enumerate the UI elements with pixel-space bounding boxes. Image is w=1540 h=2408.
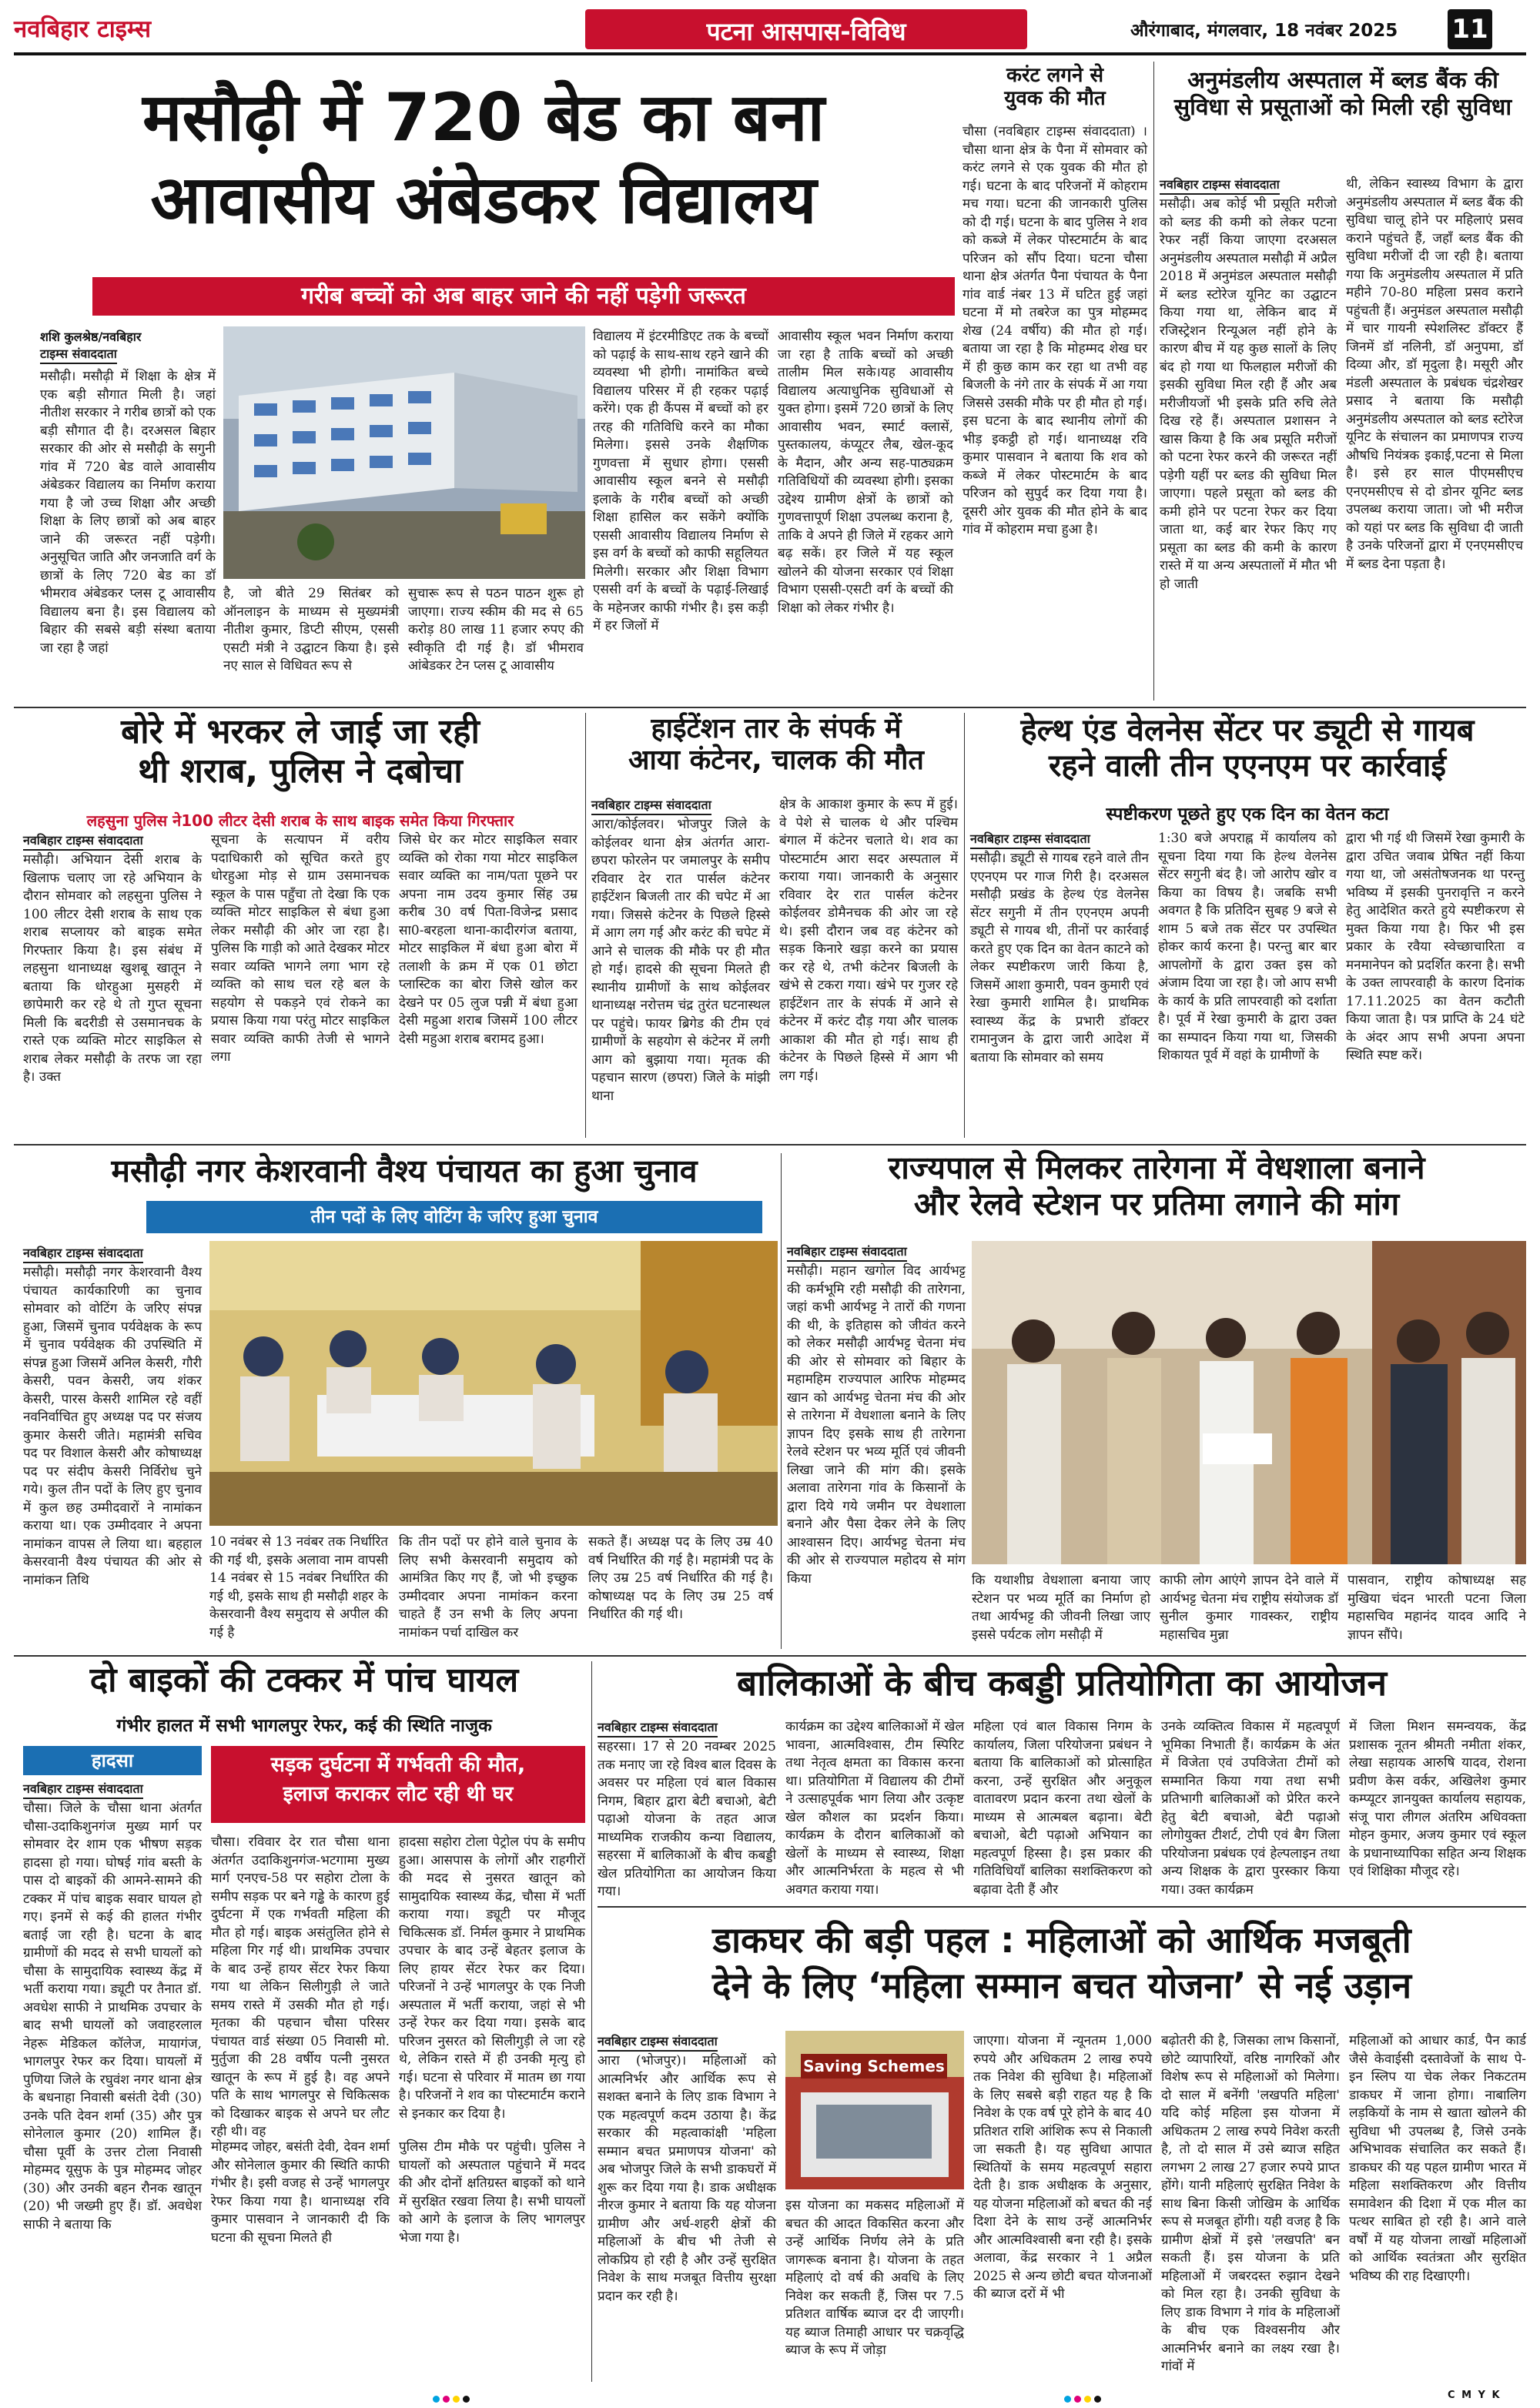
kabaddi-col4: उनके व्यक्तित्व विकास में महत्वपूर्ण भूमिका निभाती हैं। कार्यक्रम के अंत में विजेता एवं उपविजेता टीमों को सम्मानित किया गया तथा सभी प्रतिभागी बालिकाओं को प्रेरित करने हेतु बेटी बचाओ, बेटी पढ़ाओ लोगोयुक्त टीशर्ट, टोपी एवं बैग जिला परियोजना प्रबंधक एवं हेल्पलाइन तथा अन्य शिक्षक के द्वारा पुरस्कार किया गया। उक्त कार्यक्रम <box>1161 1719 1340 1898</box>
anm-subhead: स्पष्टीकरण पूछते हुए एक दिन का वेतन कटा <box>1106 804 1389 824</box>
election-photo-meeting <box>209 1241 778 1526</box>
current-death-headline-line2: युवक की मौत <box>1004 86 1106 110</box>
bike-accident-subhead: गंभीर हालत में सभी भागलपुर रेफर, कई की स्थिति नाजुक <box>116 1716 492 1736</box>
governor-headline <box>787 1150 1526 1222</box>
pregnant-death-headline-line1: सड़क दुर्घटना में गर्भवती की मौत, <box>270 1753 526 1777</box>
liquor-col2: सूचना के सत्यापन में वरीय पदाधिकारी को सूचित करते हुए धोरहुआ मोड़ से ग्राम उसमानचक स्कूल के पास पहुँचा तो देखा कि एक व्यक्ति मोटर साइकिल से बंधा हुआ लेकर मसौढ़ी की ओर जा रहा है। पुलिस कि गाड़ी को आते देखकर मोटर सवार व्यक्ति भागने लगा भाग रहे व्यक्ति को साथ चल रहे बल के सहयोग से पकड़ने एवं रोकने का प्रयास किया गया परंतु मोटर साइकिल सवार व्यक्ति काफी तेजी से भागने लगा <box>211 832 390 1065</box>
pregnant-death-col1: चौसा। रविवार देर रात चौसा थाना अंतर्गत उदाकिशुनगंज-भटगामा मुख्य मार्ग एनएच-58 पर सहोरा टोला के समीप सड़क पर बने गड्ढे के कारण हुई दुर्घटना में एक गर्भवती महिला की मौत हो गई। बाइक असंतुलित होने से महिला गिर गई थी। प्राथमिक उपचार के बाद उन्हें हायर सेंटर रेफर किया गया था लेकिन सिलीगुड़ी ले जाते समय रास्ते में उसकी मौत हो गई। मृतका की पहचान चौसा परिसर पंचायत वार्ड संख्या 05 निवासी मो. मुर्तुजा की 28 वर्षीय पत्नी नुसरत खातून के रूप में हुई है। वह अपने पति के साथ भागलपुर से चिकित्सक को दिखाकर बाइक से अपने घर लौट रही थी। वह <box>211 1834 390 2139</box>
post-office-photo <box>785 2031 964 2189</box>
lead-headline <box>14 80 953 239</box>
bike-accident-col1: चौसा। जिले के चौसा थाना अंतर्गत चौसा-उदाकिशुनगंज मुख्य मार्ग पर सोमवार देर शाम एक भीषण सड़क हादसा हो गया। घोषई गांव बस्ती के पास दो बाइकों की आमने-सामने की टक्कर में पांच बाइक सवार घायल हो गए। इनमें से कई की हालत गंभीर बताई जा रही है। घटना के बाद ग्रामीणों की मदद से सभी घायलों को चौसा के सामुदायिक स्वास्थ्य केंद्र में भर्ती कराया गया। ड्यूटी पर तैनात डॉ. अवधेश साफी ने प्राथमिक उपचार के बाद सभी घायलों को जवाहरलाल नेहरू मेडिकल कॉलेज, मायागंज, भागलपुर रेफर कर दिया। घायलों में पुणिया जिले के रघुवंश नगर थाना क्षेत्र के बधनाहा निवासी बसंती देवी (30) उनके पति देवन शर्मा (35) और पुत्र सोनेलाल कुमार (20) शामिल हैं। चौसा पूर्वी के उत्तर टोला निवासी मोहम्मद यूसुफ के पुत्र मोहम्मद जोहर (30) और उनकी बहन रौनक खातून (20) भी जख्मी हुए हैं। डॉ. अवधेश साफी ने बताया कि <box>23 1801 202 2232</box>
section-title: पटना आसपास-विविध <box>706 17 906 46</box>
liquor-headline <box>23 713 578 791</box>
bike-accident-col3: पुलिस टीम मौके पर पहुंची। पुलिस ने घायलों को अस्पताल पहुंचाने में मदद की और दोनों क्षतिग्रस्त बाइकों को थाने में सुरक्षित रखवा लिया है। सभी घायलों को आगे के इलाज के लिए भागलपुर भेजा गया है। <box>399 2139 585 2246</box>
bike-accident-byline: नवबिहार टाइम्स संवाददाता <box>23 1780 143 1799</box>
blood-bank-headline-line1: अनुमंडलीय अस्पताल में ब्लड बैंक की <box>1187 67 1498 94</box>
lead-col3: सुचारू रूप से पठन पाठन शुरू हो जाएगा। राज्य स्कीम की मद से 65 करोड़ 80 लाख 11 हजार रुपए की स्वीकृति दी गई है। डॉ भीमराव आंबेडकर टेन प्लस टू आवासीय <box>408 586 584 674</box>
anm-byline: नवबिहार टाइम्स संवाददाता <box>970 830 1090 849</box>
post-office-headline-line2: देने के लिए ‘महिला सम्मान बचत योजना’ से नई उड़ान <box>712 1964 1411 2006</box>
post-office-headline <box>598 1920 1526 2006</box>
lead-col5: आवासीय स्कूल भवन निर्माण कराया जा रहा है ताकि बच्चों को अच्छी तालीम मिल सके।यह आवासीय विद्यालय अत्याधुनिक सुविधाओं से युक्त होगा। इसमें 720 छात्रों के लिए आवासीय भवन, स्मार्ट क्लासें, पुस्तकालय, कंप्यूटर लैब, खेल-कूद के मैदान, और अन्य सह-पाठ्यक्रम गतिविधियों की व्यवस्था होगी। इसका उद्देश्य ग्रामीण क्षेत्रों के छात्रों को गुणवत्तापूर्ण शिक्षा उपलब्ध कराना है, ताकि वे अपने ही जिले में रहकर आगे बढ़ सकें। हर जिले में यह स्कूल खोलने की योजना सरकार एवं शिक्षा विभाग एससी-एसटी वर्ग के बच्चों की शिक्षा को लेकर गंभीर है। <box>778 329 953 616</box>
governor-photo-delegation <box>972 1241 1526 1564</box>
accident-label: हादसा <box>23 1746 202 1775</box>
pregnant-death-headline-box <box>211 1746 585 1823</box>
liquor-subhead: लहसुना पुलिस ने100 लीटर देसी शराब के साथ बाइक समेत किया गिरफ्तार <box>86 811 514 830</box>
container-headline <box>591 713 961 777</box>
current-death-headline-line1: करंट लगने से <box>1006 64 1104 87</box>
anm-col1: मसौढ़ी। ड्यूटी से गायब रहने वाले तीन एएनएम पर गाज गिरी है। दरअसल मसौढ़ी प्रखंड के हेल्थ एंड वेलनेस सेंटर सगुनी में तीन एएनएम अपनी ड्यूटी से गायब थी, तीनों पर कार्रवाई करते हुए एक दिन का वेतन काटने को लेकर स्पष्टीकरण जारी किया है, जिसमें आशा कुमारी, पवन कुमारी एवं रेखा कुमारी शामिल है। प्राथमिक स्वास्थ्य केंद्र के प्रभारी डॉक्टर रामानुजन के द्वारा जारी आदेश में बताया कि सोमवार को समय <box>970 851 1149 1065</box>
container-col1: आरा/कोईलवर। भोजपुर जिले के कोईलवर थाना क्षेत्र अंतर्गत आरा-छपरा फोरलेन पर जमालपुर के समीप रविवार देर रात पार्सल कंटेनर हाईटेंशन बिजली तार की चपेट में आ गया। जिससे कंटेनर के पिछले हिस्से में आग लग गई और करंट की चपेट में आने से चालक की मौके पर ही मौत हो गई। हादसे की सूचना मिलते ही स्थानीय ग्रामीणों के साथ कोईलवर थानाध्यक्ष नरोत्तम चंद्र तुरंत घटनास्थल पर पहुंचे। फायर ब्रिगेड की टीम एवं ग्रामीणों के सहयोग से कंटेनर में लगी आग को बुझाया गया। मृतक की पहचान सारण (छपरा) जिले के मांझी थाना <box>591 817 770 1104</box>
election-col2: 10 नवंबर से 13 नवंबर तक निर्धारित की गई थी, इसके अलावा नाम वापसी 14 नवंबर से 15 नवंबर निर्धारित की गई थी, इसके साथ ही मसौढ़ी शहर के केसरवानी वैश्य समुदाय से अपील की गई है <box>209 1534 388 1640</box>
election-col1: मसौढ़ी। मसौढ़ी नगर केशरवानी वैश्य पंचायत कार्यकारिणी का चुनाव सोमवार को वोटिंग के जरिए संपन्न हुआ, जिसमें चुनाव पर्यवेक्षक के रूप में चुनाव पर्यवेक्षक की उपस्थिति में संपन्न हुआ जिसमें अनिल केसरी, गौरी केसरी, पवन केसरी, जय शंकर केसरी, पारस केसरी शामिल रहे वहीं नवनिर्वाचित हुए अध्यक्ष पद पर संजय कुमार केसरी जीते। महामंत्री सचिव पद पर विशाल केसरी और कोषाध्यक्ष पद पर संदीप केसरी निर्विरोध चुने गये। कुल तीन पदों के लिए हुए चुनाव में कुल छह उम्मीदवारों ने नामांकन कराया था। एक उम्मीदवार ने अपना नामांकन वापस ले लिया था। बहहाल केसरवानी वैश्य पंचायत की ओर से नामांकन तिथि <box>23 1265 202 1588</box>
lead-subhead: गरीब बच्चों को अब बाहर जाने की नहीं पड़ेगी जरूरत <box>92 277 955 316</box>
election-subhead: तीन पदों के लिए वोटिंग के जरिए हुआ चुनाव <box>146 1201 762 1233</box>
page-number: 11 <box>1448 9 1492 49</box>
container-headline-line1: हाईटेंशन तार के संपर्क में <box>651 713 902 744</box>
governor-headline-line1: राज्यपाल से मिलकर तारेगना में वेधशाला बनाने <box>888 1149 1425 1186</box>
election-col4: सकते हैं। अध्यक्ष पद के लिए उम्र 40 वर्ष निर्धारित की गई है। महामंत्री पद के लिए उम्र 25 वर्ष निर्धारित की गई है। कोषाध्यक्ष पद के लिए उम्र 25 वर्ष निर्धारित की गई थी। <box>588 1534 773 1622</box>
container-col2: क्षेत्र के आकाश कुमार के रूप में हुई। वे पेशे से चालक थे और पश्चिम बंगाल में कंटेनर चलाते थे। शव का पोस्टमार्टम आरा सदर अस्पताल में कराया गया। जानकारी के अनुसार रविवार देर रात पार्सल कंटेनर कोईलवर डोमैनचक की ओर जा रहे थे। इसी दौरान जब वह कंटेनर को सड़क किनारे खड़ा करने का प्रयास कर रहे थे, तभी कंटेनर बिजली के खंभे से टकरा गया। खंभे पर गुजर रहे हाईटेंशन तार के संपर्क में आने से कंटेनर में करंट दौड़ गया और चालक आकाश की मौत हो गई। साथ ही कंटेनर के पिछले हिस्से में आग भी लग गई। <box>779 797 958 1084</box>
anm-col2: 1:30 बजे अपराह्न में कार्यालय को सूचना दिया गया कि हेल्थ वेलनेस सेंटर सगुनी बंद है। जो आरोप खोर व किया का विषय है। जबकि सभी अवगत है कि प्रतिदिन सुबह 9 बजे से शाम 5 बजे तक सेंटर पर उपस्थित होकर कार्य करना है। परन्तु बार बार आपलोगों के द्वारा उक्त इस को अंजाम दिया जा रहा है। जो आप सभी के कार्य के प्रति लापरवाही को दर्शाता है। पूर्व में रेखा कुमारी के द्वारा उक्त का सम्पादन किया गया था, जिसकी शिकायत पूर्व में वहां के ग्रामीणों के <box>1158 831 1337 1063</box>
lead-col1: मसौढ़ी। मसौढ़ी में शिक्षा के क्षेत्र में एक बड़ी सौगात मिली है। जहां नीतीश सरकार ने गरीब छात्रों को एक बड़ी सौगात दी है। दरअसल बिहार सरकार की ओर से मसौढ़ी के सगुनी गांव में 720 बेड वाले आवासीय अंबेडकर विद्यालय का निर्माण कराया गया है जो उच्च शिक्षा और अच्छी शिक्षा के लिए छात्रों को अब बाहर जाने की जरूरत नहीं पड़ेगी। अनुसूचित जाति और जनजाति वर्ग के छात्रों के लिए 720 बेड का डॉ भीमराव अंबेडकर प्लस टू आवासीय विद्यालय बना है। इस विद्यालय को बिहार की सबसे बड़ी संस्था बताया जा रहा है जहां <box>40 369 216 656</box>
lead-byline-org: टाइम्स संवाददाता <box>40 345 117 364</box>
dateline: औरंगाबाद, मंगलवार, 18 नवंबर 2025 <box>1130 21 1398 41</box>
blood-bank-headline-line2: सुविधा से प्रसूताओं को मिली रही सुविधा <box>1173 93 1512 121</box>
lead-col4: विद्यालय में इंटरमीडिएट तक के बच्चों को पढ़ाई के साथ-साथ रहने खाने की व्यवस्था भी होगी। नामांकित बच्चे विद्यालय परिसर में ही रहकर पढ़ाई करेंगे। एक ही कैंपस में बच्चों को हर तरह की गतिविधि करने का मौका मिलेगा। इससे उनके शैक्षणिक गुणवत्ता में सुधार होगा। एससी आवासीय स्कूल बनने से मसौढ़ी इलाके के गरीब बच्चों को अच्छी शिक्षा हासिल कर सकेंगे क्योंकि एससी आवासीय विद्यालय निर्माण से इस वर्ग के बच्चों को काफी सहूलियत मिलेगी। सरकार और शिक्षा विभाग एससी वर्ग के बच्चों के पढ़ाई-लिखाई के महेनजर काफी गंभीर है। इस कड़ी में हर जिलों में <box>593 329 768 634</box>
election-headline: मसौढ़ी नगर केशरवानी वैश्य पंचायत का हुआ चुनाव <box>111 1152 698 1189</box>
color-bar: C M Y K <box>1448 2390 1502 2401</box>
current-death-text: चौसा (नवबिहार टाइम्स संवाददाता) । चौसा थाना क्षेत्र के पैना में सोमवार को करंट लगने से एक युवक की मौत हो गई। घटना के बाद परिजनों में कोहराम मच गया। घटना की जानकारी पुलिस को दी गई। घटना के बाद पुलिस ने शव को कब्जे में लेकर पोस्टमार्टम के बाद परिजन को सौंप दिया। घटना चौसा थाना क्षेत्र अंतर्गत पैना पंचायत के पैना गांव वार्ड नंबर 13 में घटित हुई जहां घटना में मो तबरेज का पुत्र मोहम्मद शेख (24 वर्षीय) की मौत हो गई। बताया जा रहा है कि मोहम्मद शेख घर में ही कुछ काम कर रहा था तभी वह बिजली के नंगे तार के संपर्क में आ गया जिससे उसकी मौके पर ही मौत हो गई। इस घटना के बाद स्थानीय लोगों की भीड़ इकट्ठी हो गई। थानाध्यक्ष रवि कुमार पासवान ने बताया कि शव को कब्जे में लेकर पोस्टमार्टम के बाद परिजन को सुपुर्द कर दिया गया है। दूसरी ओर युवक की मौत होने के बाद गांव में कोहराम मचा हुआ है। <box>962 124 1147 537</box>
post-office-col4: बढ़ोतरी की है, जिसका लाभ किसानों, छोटे व्यापारियों, वरिष्ठ नागरिकों और विशेष रूप से महिलाओं को मिलेगा। दो साल में बनेंगी 'लखपति महिला' यदि कोई महिला इस योजना में अधिकतम 2 लाख रुपये निवेश करती है, तो दो साल में उसे ब्याज सहित लगभग 2 लाख 27 हजार रुपये प्राप्त होंगे। यानी महिलाएं सुरक्षित निवेश के साथ बिना किसी जोखिम के आर्थिक रूप से मजबूत होंगी। यही वजह है कि ग्रामीण क्षेत्रों में इसे 'लखपति' बन सकती हैं। इस योजना के प्रति महिलाओं में जबरदस्त रुझान देखने को मिल रहा है। उनकी सुविधा के लिए डाक विभाग ने गांव के महिलाओं के बीच एक विश्वसनीय और आत्मनिर्भर बनाने का लक्ष्य रखा है। गांवों में <box>1161 2033 1340 2374</box>
liquor-headline-line2: थी शराब, पुलिस ने दबोचा <box>138 751 463 791</box>
anm-headline <box>970 713 1525 784</box>
blood-bank-byline: नवबिहार टाइम्स संवाददाता <box>1160 176 1280 195</box>
lead-headline-line1: मसौढ़ी में 720 बेड का बना <box>142 79 825 156</box>
paper-name: नवबिहार टाइम्स <box>14 15 152 43</box>
lead-photo-school <box>223 326 585 579</box>
blood-bank-headline <box>1160 68 1526 121</box>
savings-sign: Saving Schemes <box>801 2054 947 2079</box>
blood-bank-col1: मसौढ़ी। अब कोई भी प्रसूति मरीजो को ब्लड की कमी को लेकर पटना रेफर नहीं किया जाएगा दरअसल अनुमंडलीय अस्पताल मसौढ़ी में अप्रैल 2018 में अनुमंडल अस्पताल मसौढ़ी में ब्लड स्टोरेज यूनिट का उद्घाटन किया गया था, लेकिन बाद में रजिस्ट्रेशन रिन्यूअल नहीं होने के कारण बीच में यह कुछ सालों के लिए बंद हो गया था फिलहाल मरीजों की इसकी सुविधा मिल रही हैं और अब मरीजीयजों भी इसके प्रति रुचि लेते दिख रहे हैं। अस्पताल प्रशासन ने खास किया है कि अब प्रसूति मरीजों को पटना रेफर करने की जरूरत नहीं पड़ेगी यहीं पर ब्लड की सुविधा मिल जाएगा। पहले प्रसूता को ब्लड की कमी होने पर पटना रेफर कर दिया जाता था, कई बार रेफर किए गए प्रसूता का ब्लड की कमी के कारण रास्ते में या अन्य अस्पतालों में मौत भी हो जाती <box>1160 196 1337 592</box>
post-office-byline: नवबिहार टाइम्स संवाददाता <box>598 2032 718 2052</box>
post-office-col2: इस योजना का मकसद महिलाओं में बचत की आदत विकसित करना और उन्हें आर्थिक निर्णय लेने के प्रति जागरूक बनाना है। योजना के तहत महिलाएं दो वर्ष की अवधि के लिए निवेश कर सकती हैं, जिस पर 7.5 प्रतिशत वार्षिक ब्याज दर दी जाएगी। यह ब्याज तिमाही आधार पर चक्रवृद्धि ब्याज के रूप में जोड़ा <box>785 2198 964 2358</box>
lead-byline-name: शशि कुलश्रेष्ठ/नवबिहार <box>40 329 142 344</box>
anm-headline-line1: हेल्थ एंड वेलनेस सेंटर पर ड्यूटी से गायब <box>1020 713 1475 748</box>
kabaddi-col3: महिला एवं बाल विकास निगम के कार्यालय, जिला परियोजना प्रबंधन ने बताया कि बालिकाओं को प्रोत्साहित करना, उन्हें सुरक्षित और अनुकूल वातावरण प्रदान करना तथा खेलों के माध्यम से आत्मबल बढ़ाना। बेटी बचाओ, बेटी पढ़ाओ अभियान का महत्वपूर्ण हिस्सा है। इस प्रकार की गतिविधियाँ बालिका सशक्तिकरण को बढ़ावा देती हैं और <box>973 1719 1152 1898</box>
registration-marks-right <box>1063 2391 1103 2406</box>
bike-accident-headline: दो बाइकों की टक्कर में पांच घायल <box>89 1661 519 1700</box>
kabaddi-byline: नवबिहार टाइम्स संवाददाता <box>598 1718 718 1737</box>
liquor-col3: जिसे घेर कर मोटर साइकिल सवार व्यक्ति को रोका गया मोटर साइकिल सवार व्यक्ति का नाम/पता पूछने पर अपना नाम उदय कुमार सिंह उम्र करीब 30 वर्ष पिता-विजेन्द्र प्रसाद सा0-बरहला थाना-कादीरगंज बताया, मोटर साइकिल में बंधा हुआ बोरा में तलाशी के क्रम में एक 01 छोटा प्लास्टिक का बोरा जिसे खोल कर देखने पर 05 लुज पन्नी में बंधा हुआ देसी महुआ शराब जिसमें 100 लीटर देसी महुआ शराब बरामद हुआ। <box>399 832 578 1047</box>
kabaddi-headline: बालिकाओं के बीच कबड्डी प्रतियोगिता का आयोजन <box>736 1662 1388 1704</box>
lead-headline-line2: आवासीय अंबेडकर विद्यालय <box>150 161 817 239</box>
governor-col1: मसौढ़ी। महान खगोल विद आर्यभट्ट की कर्मभूमि रही मसौढ़ी की तारेगना, जहां कभी आर्यभट्ट ने तारों की गणना की थी, के इतिहास को जीवंत करने को लेकर मसौढ़ी आर्यभट्ट चेतना मंच की ओर से सोमवार को बिहार के महामहिम राज्यपाल आरिफ मोहम्मद खान को आर्यभट्ट चेतना मंच की ओर से तारेगना में वेधशाला बनाने के लिए ज्ञापन दिए इसके साथ ही तारेगना रेलवे स्टेशन पर भव्य मूर्ति एवं जीवनी लिखा जाने की मांग की। इसके अलावा तारेगना गांव के किसानों के द्वारा दिये गये जमीन पर वेधशाला बनाने और पैसा देकर लेने के लिए आश्वासन दिए। आर्यभट्ट चेतना मंच की ओर से राज्यपाल महोदय से मांग किया <box>787 1263 966 1587</box>
lead-col2: है, जो बीते 29 सितंबर को ऑनलाइन के माध्यम से मुख्यमंत्री नीतीश कुमार, डिप्टी सीएम, एससी एसटी मंत्री ने उद्घाटन किया है। इसे नए साल से विधिवत रूप से <box>223 586 399 674</box>
container-byline: नवबिहार टाइम्स संवाददाता <box>591 796 711 815</box>
governor-headline-line2: और रेलवे स्टेशन पर प्रतिमा लगाने की मांग <box>913 1186 1400 1223</box>
governor-col2: कि यथाशीघ्र वेधशाला बनाया जाए स्टेशन पर भव्य मूर्ति का निर्माण हो तथा आर्यभट्ट की जीवनी लिखा जाए इससे पर्यटक लोग मसौढ़ी में <box>972 1573 1150 1643</box>
blood-bank-col2: थी, लेकिन स्वास्थ्य विभाग के द्वारा अनुमंडलीय अस्पताल में ब्लड बैंक की सुविधा चालू होने पर महिलाएं प्रसव कराने पहुंचते हैं, जहाँ ब्लड बैंक की सुविधा मरीजों दी जा रही है। बताया गया कि अनुमंडलीय अस्पताल में प्रति महीने 70-80 महिला प्रसव कराने पहुंचती हैं। अनुमंडल अस्पताल मसौढ़ी में चार गायनी स्पेशलिस्ट डॉक्टर हैं जिनमें डॉ नलिनी, डॉ अनुपमा, डॉ दिव्या और, डॉ मृदुला है। मसूरी और मंडली अस्पताल के प्रबंधक चंद्रशेखर प्रसाद ने बताया कि मसौढ़ी अनुमंडलीय अस्पताल को ब्लड स्टोरेज यूनिट के संचालन का प्रमाणपत्र राज्य औषधि नियंत्रक इकाई,पटना से मिला है। इसे हर साल पीएमसीएच एनएमसीएच से दो डोनर यूनिट ब्लड उपलब्ध कराया जाता। जो भी मरीज को यहां पर ब्लड कि सुविधा दी जाती है उनके परिजनों द्वारा में एनएमसीएच में ब्लड देना पड़ता है। <box>1346 176 1523 572</box>
post-office-col3: जाएगा। योजना में न्यूनतम 1,000 रुपये और अधिकतम 2 लाख रुपये तक निवेश की सुविधा है। महिलाओं के लिए सबसे बड़ी राहत यह है कि निवेश के एक वर्ष पूरे होने के बाद 40 प्रतिशत राशि आंशिक रूप से निकाली जा सकती है। यह सुविधा आपात स्थितियों के समय महत्वपूर्ण सहारा देती है। डाक अधीक्षक के अनुसार, यह योजना महिलाओं को बचत की नई दिशा देने के साथ उन्हें आत्मनिर्भर और आत्मविश्वासी बना रही है। इसके अलावा, केंद्र सरकार ने 1 अप्रैल 2025 से अन्य छोटी बचत योजनाओं की ब्याज दरों में भी <box>973 2033 1152 2302</box>
masthead <box>14 9 1526 54</box>
kabaddi-col5: में जिला मिशन समन्वयक, केंद्र प्रशासक नूतन श्रीमती नमीता शंकर, लेखा सहायक आरुषि यादव, रोशना प्रवीण केस वर्कर, अखिलेश कुमार कम्प्यूटर ज्ञानयुक्त कार्यालय सहायक, संजू पारा लीगल अंतरिम अधिवक्ता मोहन कुमार, अजय कुमार एवं स्कूल के प्रधानाध्यापिका सहित अन्य शिक्षक एवं शिक्षिका मौजूद रहे। <box>1349 1719 1526 1879</box>
container-headline-line2: आया कंटेनर, चालक की मौत <box>628 744 924 777</box>
lead-byline <box>40 328 216 364</box>
election-col3: कि तीन पदों पर होने वाले चुनाव के लिए सभी केसरवानी समुदाय को आमंत्रित किए गए हैं, जो भी इच्छुक उम्मीदवार अपना नामांकन करना चाहते हैं उन सभी के लिए अपना नामांकन पर्चा दाखिल कर <box>399 1534 578 1640</box>
post-office-col1: आरा (भोजपुर)। महिलाओं को आत्मनिर्भर और आर्थिक रूप से सशक्त बनाने के लिए डाक विभाग ने एक महत्वपूर्ण कदम उठाया है। केंद्र सरकार की महत्वाकांक्षी 'महिला सम्मान बचत प्रमाणपत्र योजना' को अब भोजपुर जिले के सभी डाकघरों में शुरू कर दिया गया है। डाक अधीक्षक नीरज कुमार ने बताया कि यह योजना ग्रामीण और अर्ध-शहरी क्षेत्रों की महिलाओं के बीच भी तेजी से लोकप्रिय हो रही है और उन्हें सुरक्षित निवेश के साथ मजबूत वित्तीय सुरक्षा प्रदान कर रही है। <box>598 2053 776 2304</box>
post-office-col5: महिलाओं को आधार कार्ड, पैन कार्ड जैसे केवाईसी दस्तावेजों के साथ पे-इन स्लिप या चेक लेकर निकटतम डाकघर में जाना होगा। नाबालिग लड़कियों के नाम से खाता खोलने की सुविधा भी उपलब्ध है, जिसे उनके अभिभावक संचालित कर सकते हैं। डाकघर की यह पहल ग्रामीण भारत में महिला सशक्तिकरण और वित्तीय समावेशन की दिशा में एक मील का पत्थर साबित हो रही है। आने वाले वर्षों में यह योजना लाखों महिलाओं को आर्थिक स्वतंत्रता और सुरक्षित भविष्य की राह दिखाएगी। <box>1349 2033 1526 2284</box>
bike-accident-col2: मोहम्मद जोहर, बसंती देवी, देवन शर्मा और सोनेलाल कुमार की स्थिति काफी गंभीर है। इसी वजह से उन्हें भागलपुर रेफर किया गया है। थानाध्यक्ष रवि कुमार पासवान ने जानकारी दी कि घटना की सूचना मिलते ही <box>211 2139 390 2246</box>
registration-marks <box>431 2391 471 2406</box>
governor-col3: काफी लोग आएंगे ज्ञापन देने वाले में आर्यभट्ट चेतना मंच राष्ट्रीय संयोजक डॉ सुनील कुमार गावस्कर, राष्ट्रीय महासचिव मुन्ना <box>1160 1573 1338 1643</box>
election-byline: नवबिहार टाइम्स संवाददाता <box>23 1244 143 1263</box>
anm-col3: द्वारा भी गई थी जिसमें रेखा कुमारी के द्वारा उचित जवाब प्रेषित नहीं किया गया था, जो असंतोषजनक था परन्तु भविष्य में इसकी पुनरावृत्ति न करने हेतु आदेशित करते हुये स्पष्टीकरण से मुक्त किया गया है। फिर भी इस प्रकार के रवैया स्वेच्छाचारिता व मनमानेपन को प्रदर्शित करना है। सभी के उक्त लापरवाही के कारण दिनांक 17.11.2025 का वेतन कटौती किया जाता है। पत्र प्राप्ति के 24 घंटे के अंदर आप सभी अपना अपना स्थिति स्पष्ट करें। <box>1346 831 1525 1063</box>
liquor-byline: नवबिहार टाइम्स संवाददाता <box>23 831 143 851</box>
anm-headline-line2: रहने वाली तीन एएनएम पर कार्रवाई <box>1048 748 1447 784</box>
liquor-headline-line1: बोरे में भरकर ले जाई जा रही <box>121 712 480 751</box>
governor-col4: पासवान, राष्ट्रीय कोषाध्यक्ष सह मुखिया चंदन भारती पटना जिला महासचिव महानंद यादव आदि ने ज्ञापन सौंपे। <box>1348 1573 1526 1643</box>
governor-byline: नवबिहार टाइम्स संवाददाता <box>787 1242 907 1262</box>
kabaddi-col2: कार्यक्रम का उद्देश्य बालिकाओं में खेल भावना, आत्मविश्वास, टीम स्पिरिट तथा नेतृत्व क्षमता का विकास करना था। प्रतियोगिता में विद्यालय की टीमों ने उत्साहपूर्वक भाग लिया और उत्कृष्ट खेल कौशल का प्रदर्शन किया। कार्यक्रम के दौरान बालिकाओं को खेलों के माध्यम से स्वास्थ्य, शिक्षा और आत्मनिर्भरता के महत्व से भी अवगत कराया गया। <box>785 1719 964 1898</box>
pregnant-death-headline-line2: इलाज कराकर लौट रही थी घर <box>283 1781 514 1806</box>
liquor-col1: मसौढ़ी। अभियान देसी शराब के खिलाफ चलाए जा रहे अभियान के दौरान सोमवार को लहसुना पुलिस ने 100 लीटर देसी शराब के साथ एक शराब सप्लायर को बाइक समेत गिरफ्तार किया है। इस संबंध में लहसुना थानाध्यक्ष खुशबू खातून ने बताया कि धोरहुआ मुसहरी में छापेमारी कर रहे थे तो गुप्त सूचना मिली कि बदरीडी से उसमानचक के रास्ते एक व्यक्ति मोटर साइकिल से शराब लेकर मसौढ़ी के तरफ जा रहा है। उक्त <box>23 852 202 1085</box>
pregnant-death-col2: हादसा सहोरा टोला पेट्रोल पंप के समीप हुआ। आसपास के लोगों और राहगीरों की मदद से नुसरत खातून को सामुदायिक स्वास्थ्य केंद्र, चौसा में भर्ती कराया गया। ड्यूटी पर मौजूद चिकित्सक डॉ. निर्मल कुमार ने प्राथमिक उपचार के बाद उन्हें बेहतर इलाज के लिए हायर सेंटर रेफर कर दिया। परिजनों ने उन्हें भागलपुर के एक निजी अस्पताल में भर्ती कराया, जहां से भी उन्हें रेफर कर दिया गया। इसके बाद परिजन नुसरत को सिलीगुड़ी ले जा रहे थे, लेकिन रास्ते में ही उनकी मृत्यु हो गई। घटना से परिवार में मातम छा गया है। परिजनों ने शव का पोस्टमार्टम कराने से इनकार कर दिया है। <box>399 1834 585 2122</box>
current-death-headline <box>962 65 1147 111</box>
kabaddi-col1: सहरसा। 17 से 20 नवम्बर 2025 तक मनाए जा रहे विश्व बाल दिवस के अवसर पर महिला एवं बाल विकास निगम, बिहार द्वारा बेटी बचाओ, बेटी पढ़ाओ योजना के तहत आज माध्यमिक राजकीय कन्या विद्यालय, सहरसा में बालिकाओं के बीच कबड्डी खेल प्रतियोगिता का आयोजन किया गया। <box>598 1739 776 1899</box>
post-office-headline-line1: डाकघर की बड़ी पहल : महिलाओं को आर्थिक मजबूती <box>712 1919 1411 1961</box>
